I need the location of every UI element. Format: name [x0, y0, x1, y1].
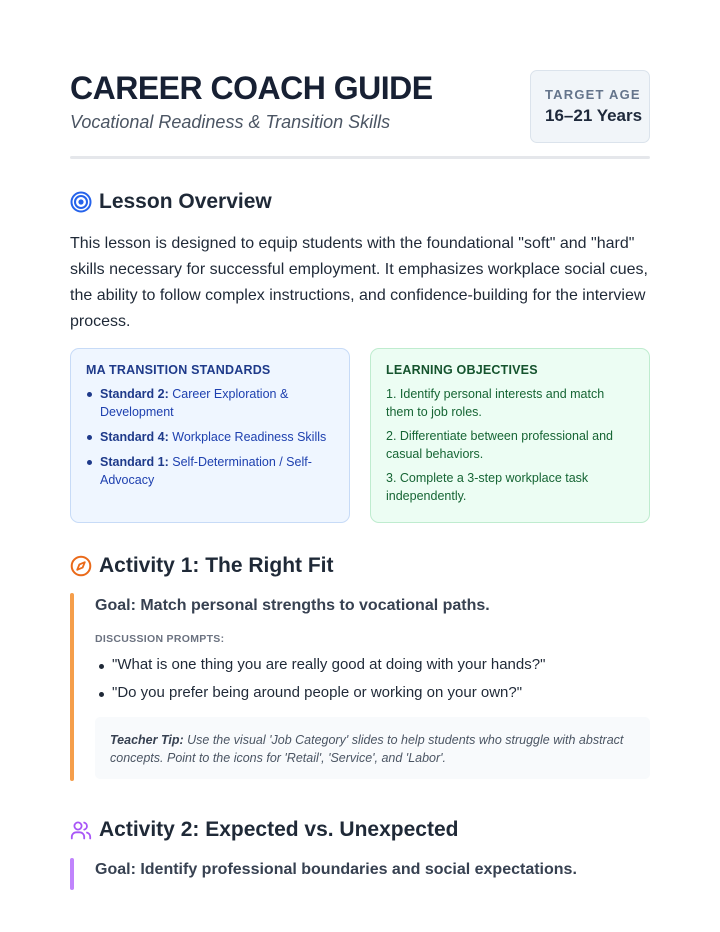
standard-text: Career Exploration & Development — [100, 387, 289, 419]
activity2-goal: Goal: Identify professional boundaries and social expectations. — [95, 861, 577, 878]
activity1-title: Activity 1: The Right Fit — [99, 554, 334, 577]
target-icon — [70, 191, 92, 213]
teacher-tip-text: Use the visual 'Job Category' slides to help students who struggle with abstract concepts. Point to the icons for 'Retail', 'Service', and 'Labor'. — [110, 733, 624, 765]
target-age-box — [530, 70, 650, 143]
standard-item — [86, 428, 334, 446]
standard-item — [86, 453, 334, 489]
activity1-block — [70, 593, 650, 781]
discussion-prompts-label: DISCUSSION PROMPTS: — [95, 633, 225, 645]
standard-text: Workplace Readiness Skills — [172, 430, 327, 444]
activity1-goal: Goal: Match personal strengths to vocational paths. — [95, 597, 490, 614]
target-age-label: TARGET AGE — [545, 87, 641, 102]
activity2-block — [70, 858, 650, 890]
standards-card — [70, 348, 350, 523]
activity2-heading — [70, 815, 458, 845]
standard-code: Standard 4: — [100, 430, 169, 444]
activity1-accent-bar — [70, 593, 74, 781]
activity2-title: Activity 2: Expected vs. Unexpected — [99, 818, 459, 841]
teacher-tip-label: Teacher Tip: — [110, 733, 184, 747]
lesson-overview-heading — [70, 187, 272, 217]
objective-item: 2. Differentiate between professional and casual behaviors. — [386, 429, 614, 461]
lesson-overview-text: This lesson is designed to equip students with the foundational "soft" and "hard" skills necessary for successful employment. It emphasizes workplace social cues, the ability to follow complex instructions, and confidence-building for the interview process. — [70, 235, 648, 330]
lesson-overview-title: Lesson Overview — [99, 190, 272, 213]
compass-icon — [70, 555, 92, 577]
activity2-accent-bar — [70, 858, 74, 890]
objectives-card — [370, 348, 650, 523]
page-title: CAREER COACH GUIDE — [70, 70, 433, 106]
standard-item — [86, 385, 334, 421]
standard-code: Standard 2: — [100, 387, 169, 401]
objectives-heading: LEARNING OBJECTIVES — [386, 363, 538, 377]
standards-heading: MA TRANSITION STANDARDS — [86, 363, 271, 377]
standards-list — [86, 385, 334, 489]
users-icon — [70, 819, 92, 841]
discussion-prompt: "What is one thing you are really good at doing with your hands?" — [112, 656, 546, 673]
objective-item: 3. Complete a 3-step workplace task independently. — [386, 471, 589, 503]
activity1-heading — [70, 551, 334, 581]
page-subtitle: Vocational Readiness & Transition Skills — [70, 112, 391, 132]
target-age-value: 16–21 Years — [545, 106, 643, 125]
header-divider — [70, 156, 650, 159]
objective-item: 1. Identify personal interests and match them to job roles. — [386, 387, 605, 419]
standard-code: Standard 1: — [100, 455, 169, 469]
teacher-tip — [95, 717, 650, 779]
page-header — [70, 70, 650, 160]
standard-text: Self-Determination / Self-Advocacy — [100, 455, 312, 487]
discussion-prompt: "Do you prefer being around people or working on your own?" — [112, 684, 523, 701]
